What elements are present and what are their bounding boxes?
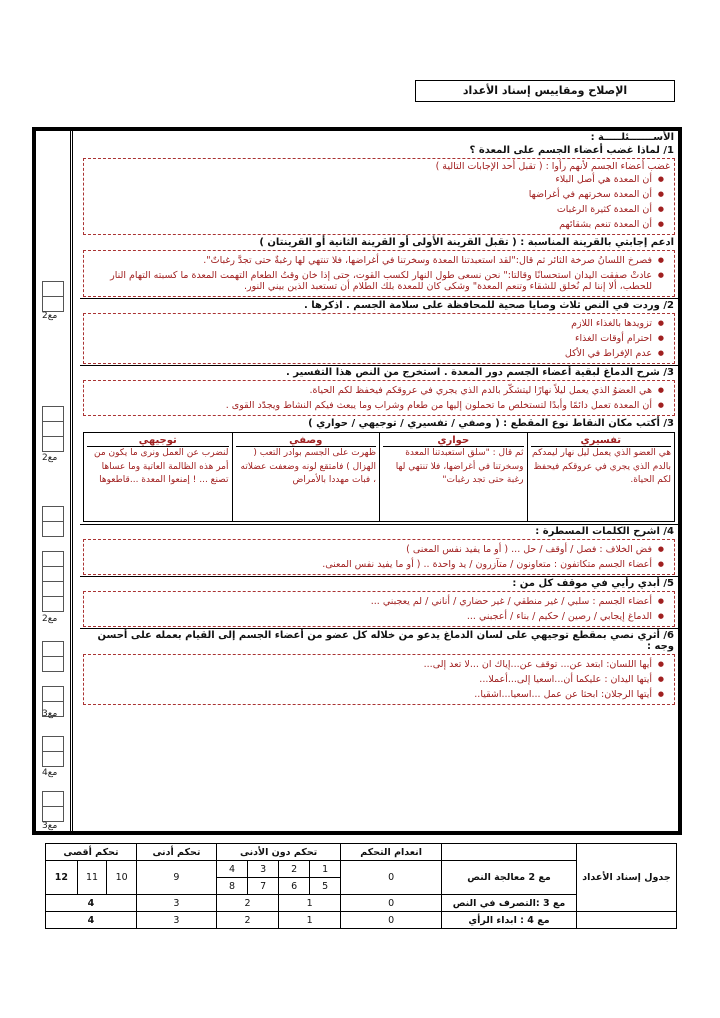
answer-item: ● تزويدها بالغذاء اللازم <box>88 316 652 331</box>
mark-box <box>42 736 64 752</box>
mark-label: مع3 <box>42 821 58 831</box>
question-4-answer <box>83 539 675 575</box>
header-none: انعدام التحكم <box>341 844 442 861</box>
mark-box <box>42 421 64 437</box>
cell: 7 <box>248 878 279 895</box>
mark-label: مع3 <box>42 709 58 719</box>
question-3-answer <box>83 380 675 416</box>
mark-box <box>42 656 64 672</box>
answer-item: ● أن المعدة هي أصل البلاء <box>88 172 652 187</box>
answer-item: ● أيها اللسان: ابتعد عن... توقف عن...إياك ان ...لا تعد إلى... <box>88 657 652 672</box>
question-6-answer <box>83 654 675 705</box>
cell: 1 <box>310 861 341 878</box>
criterion-2: مع 2 معالجة النص <box>442 861 577 895</box>
grid-column-head: تفسيري <box>531 435 672 447</box>
cell: 11 <box>77 861 107 895</box>
cell: 2 <box>279 861 310 878</box>
grid-column <box>379 433 527 521</box>
cell: 2 <box>216 912 278 929</box>
cell: 4 <box>46 912 137 929</box>
answer-item: ● أن المعدة تعمل دائمًا وأبدًا لتستخلص ما تحملون إليها من طعام وشراب وما يبعث فيكم النشاط ويجدّد القوى . <box>88 398 652 413</box>
margin-rule <box>72 131 77 831</box>
mark-box <box>42 596 64 612</box>
grid-column <box>527 433 675 521</box>
question-6 <box>80 629 678 705</box>
mark-box <box>42 296 64 312</box>
mark-box <box>42 791 64 807</box>
mark-box <box>42 506 64 522</box>
question-1-answer <box>83 158 675 235</box>
question-1b-title: ادعم إجابتي بالقرينة المناسبة : ( تقبل القرينة الأولى أو القرينة الثانية أو القرينتان ) <box>259 237 674 248</box>
questions-area <box>80 131 678 706</box>
mark-label: مع2 <box>42 614 58 624</box>
passage-type-grid <box>83 432 675 522</box>
cell: 5 <box>310 878 341 895</box>
header-below-min: تحكم دون الأدنى <box>216 844 340 861</box>
answer-item: ● عدم الإفراط في الأكل <box>88 346 652 361</box>
header-max: تحكم أقصى <box>46 844 137 861</box>
cell: 0 <box>341 912 442 929</box>
question-3b-title: 3/ أكتب مكان النقاط نوع المقطع : ( وصفي / تفسيري / توجيهي / حواري ) <box>308 418 674 429</box>
mark-box <box>42 566 64 582</box>
cell: 12 <box>46 861 78 895</box>
question-2-answer <box>83 313 675 364</box>
cell: 1 <box>279 912 341 929</box>
cell: 3 <box>136 912 216 929</box>
grid-column <box>232 433 380 521</box>
answer-item: ● أعضاء الجسم متكاتفون : متعاونون / متآزرون / يد واحدة .. ( أو ما يفيد نفس المعنى. <box>88 557 652 572</box>
header-empty <box>442 844 577 861</box>
cell: 0 <box>341 895 442 912</box>
mark-label: مع2 <box>42 453 58 463</box>
answer-item: ● أن المعدة كثيرة الرغبات <box>88 202 652 217</box>
marks-column <box>36 131 71 831</box>
question-1-title: 1/ لماذا غضب أعضاء الجسم على المعدة ؟ <box>469 145 674 156</box>
mark-box <box>42 751 64 767</box>
cell: 4 <box>216 861 247 878</box>
mark-box <box>42 581 64 597</box>
question-5-answer <box>83 591 675 627</box>
answer-intro: غضب أعضاء الجسم لأنهم رأوا : ( تقبل أحد الإجابات التالية ) <box>435 161 670 172</box>
question-4 <box>80 525 678 577</box>
criterion-3: مع 3 :التصرف في النص <box>442 895 577 912</box>
mark-label: مع2 <box>42 311 58 321</box>
answer-item: ● أيتها الرجلان: ابحثا عن عمل ...اسعيا...اشقيا.. <box>88 687 652 702</box>
cell: 0 <box>341 861 442 895</box>
cell: 9 <box>136 861 216 895</box>
criterion-4: مع 4 : ابداء الرأي <box>442 912 577 929</box>
grid-column-head: وصفي <box>236 435 377 447</box>
grid-column-head: حواري <box>383 435 524 447</box>
cell: 8 <box>216 878 247 895</box>
grid-column-text: ظهرت على الجسم بوادر التعب ( الهزال ) فامتقع لونه وضعفت عضلاته ، فبات مهددا بالأمراض <box>240 448 376 485</box>
grid-column-text: ثم قال : "سلق استعبدتنا المعدة وسخرتنا في أغراضها، فلا تنتهي لها رغبة حتى تجد رغبات" <box>395 448 524 485</box>
question-2-title: 2/ وردت في النص ثلاث وصايا صحية للمحافظة على سلامة الجسم . اذكرها . <box>303 300 674 311</box>
cell: 3 <box>248 861 279 878</box>
question-1b-answer <box>83 250 675 297</box>
mark-box <box>42 521 64 537</box>
mark-box <box>42 551 64 567</box>
table-label: جدول إسناد الأعداد <box>577 844 677 912</box>
answer-item: ● فض الخلاف : فصل / أوقف / حل ... ( أو ما يفيد نفس المعنى ) <box>88 542 652 557</box>
mark-box <box>42 406 64 422</box>
scoring-table <box>45 843 677 929</box>
cell: 6 <box>279 878 310 895</box>
answer-item: ● الدماغ إيجابي / رصين / حكيم / بناء / أعجبني ... <box>88 609 652 624</box>
mark-box <box>42 281 64 297</box>
mark-box <box>42 686 64 702</box>
question-5 <box>80 577 678 629</box>
question-3b <box>80 417 678 525</box>
grid-column-head: توجيهي <box>87 435 229 447</box>
label-empty <box>577 912 677 929</box>
cell: 4 <box>46 895 137 912</box>
questions-heading: الأســـــــئلـــــة : <box>590 132 674 143</box>
page-title: الإصلاح ومقاييس إسناد الأعداد <box>415 80 675 102</box>
question-4-title: 4/ اشرح الكلمات المسطرة : <box>535 526 674 537</box>
cell: 1 <box>279 895 341 912</box>
answer-item: ● أعضاء الجسم : سلبي / غير منطقي / غير حضاري / أناني / لم يعجبني ... <box>88 594 652 609</box>
question-5-title: 5/ أبدي رأيي في موقف كل من : <box>512 578 674 589</box>
mark-label: مع4 <box>42 768 58 778</box>
answer-item: ● أيتها اليدان : عليكما أن...اسعيا إلى...أعملا... <box>88 672 652 687</box>
mark-box <box>42 641 64 657</box>
mark-box <box>42 806 64 822</box>
question-1b <box>80 236 678 299</box>
header-min: تحكم أدنى <box>136 844 216 861</box>
question-3-title: 3/ شرح الدماغ لبقية أعضاء الجسم دور المعدة . استخرج من النص هذا التفسير . <box>286 367 674 378</box>
grid-column <box>84 433 232 521</box>
cell: 10 <box>107 861 137 895</box>
mark-box <box>42 436 64 452</box>
question-1 <box>80 144 678 235</box>
grid-column-text: لنضرب عن العمل ونرى ما يكون من أمر هذه الظالمة العاتية وما عساها تصنع ... ! إمنعوا المعدة ...قاطعوها <box>93 448 229 485</box>
answer-item: ● احترام أوقات الغذاء <box>88 331 652 346</box>
cell: 3 <box>136 895 216 912</box>
answer-item: ● أن المعدة تنعم بشقائهم <box>88 217 652 232</box>
question-6-title: 6/ أثري نصي بمقطع توجيهي على لسان الدماغ يدعو من خلاله كل عضو من أعضاء الجسم إلى القيام بعمله على أحسن وجه : <box>97 630 674 652</box>
question-3 <box>80 366 678 416</box>
answer-item: ● أن المعدة سخرتهم في أغراضها <box>88 187 652 202</box>
answer-item: ● فصرخ اللسانُ صرخة الثائر ثم قال:"لقد استعبدتنا المعدة وسخرتنا في أغراضها، فلا تنتهي لها رغبةٌ حتى تجدَّ رغباتٌ". <box>88 253 652 268</box>
answer-item: ● عادتْ صفقت اليدان استحسانًا وقالتا:" نحن نسعى طول النهار لكسب القوت، حتى إذا خان وقتُ الطعام التهمت المعدة ما كسبته التهام النار للحطب، ألا إننا لم نُخلق للشقاء وتنعم المعدة" وشكى كان للمعدة بلك الطلام أن تستعبد الذين بيني النور. <box>88 268 652 294</box>
cell: 2 <box>216 895 278 912</box>
answer-item: ● هي العضوُ الذي يعمل ليلاً نهارًا ليتشكّر بالدم الذي يجري في عروقكم فيخفظ لكم الحياة. <box>88 383 652 398</box>
question-2 <box>80 299 678 366</box>
grid-column-text: هي العضو الذي يعمل ليل نهار ليمدكم بالدم الذي يجري في عروقكم فيحفظ لكم الحياة. <box>531 448 671 485</box>
